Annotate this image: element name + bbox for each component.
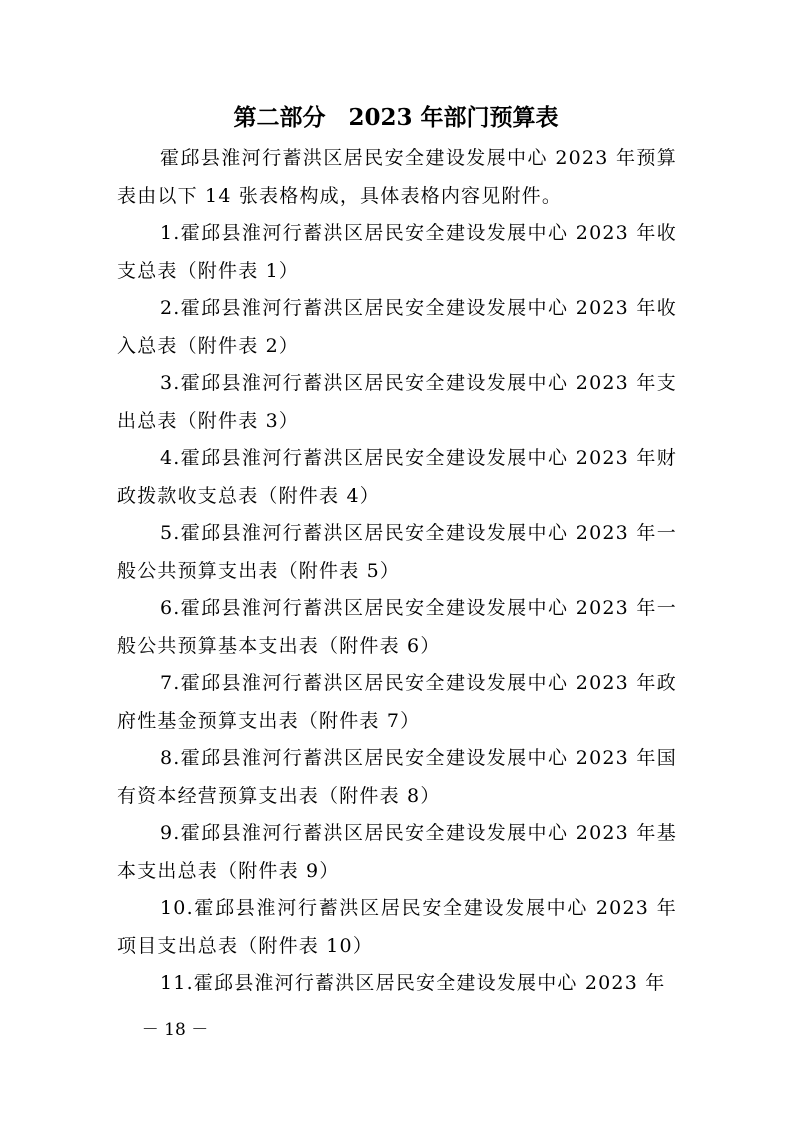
list-item-3: 3.霍邱县淮河行蓄洪区居民安全建设发展中心 2023 年支出总表（附件表 3） xyxy=(117,372,677,432)
list-item-11: 11.霍邱县淮河行蓄洪区居民安全建设发展中心 2023 年 xyxy=(160,972,666,994)
list-item-1: 1.霍邱县淮河行蓄洪区居民安全建设发展中心 2023 年收支总表（附件表 1） xyxy=(117,222,677,282)
page-number: － 18 － xyxy=(141,1020,209,1040)
list-item-8: 8.霍邱县淮河行蓄洪区居民安全建设发展中心 2023 年国有资本经营预算支出表（附件表 8） xyxy=(117,747,677,807)
list-item-2: 2.霍邱县淮河行蓄洪区居民安全建设发展中心 2023 年收入总表（附件表 2） xyxy=(117,297,677,357)
document-body xyxy=(117,140,677,1003)
page-title: 第二部分 2023 年部门预算表 xyxy=(233,104,559,131)
list-item-9: 9.霍邱县淮河行蓄洪区居民安全建设发展中心 2023 年基本支出总表（附件表 9） xyxy=(117,822,677,882)
list-item-4: 4.霍邱县淮河行蓄洪区居民安全建设发展中心 2023 年财政拨款收支总表（附件表 4） xyxy=(117,447,677,507)
list-item-7: 7.霍邱县淮河行蓄洪区居民安全建设发展中心 2023 年政府性基金预算支出表（附件表 7） xyxy=(117,672,677,732)
list-item-6: 6.霍邱县淮河行蓄洪区居民安全建设发展中心 2023 年一般公共预算基本支出表（附件表 6） xyxy=(117,597,677,657)
intro-paragraph: 霍邱县淮河行蓄洪区居民安全建设发展中心 2023 年预算表由以下 14 张表格构成，具体表格内容见附件。 xyxy=(117,147,677,207)
list-item-5: 5.霍邱县淮河行蓄洪区居民安全建设发展中心 2023 年一般公共预算支出表（附件表 5） xyxy=(117,522,677,582)
list-item-10: 10.霍邱县淮河行蓄洪区居民安全建设发展中心 2023 年项目支出总表（附件表 10） xyxy=(117,897,677,957)
